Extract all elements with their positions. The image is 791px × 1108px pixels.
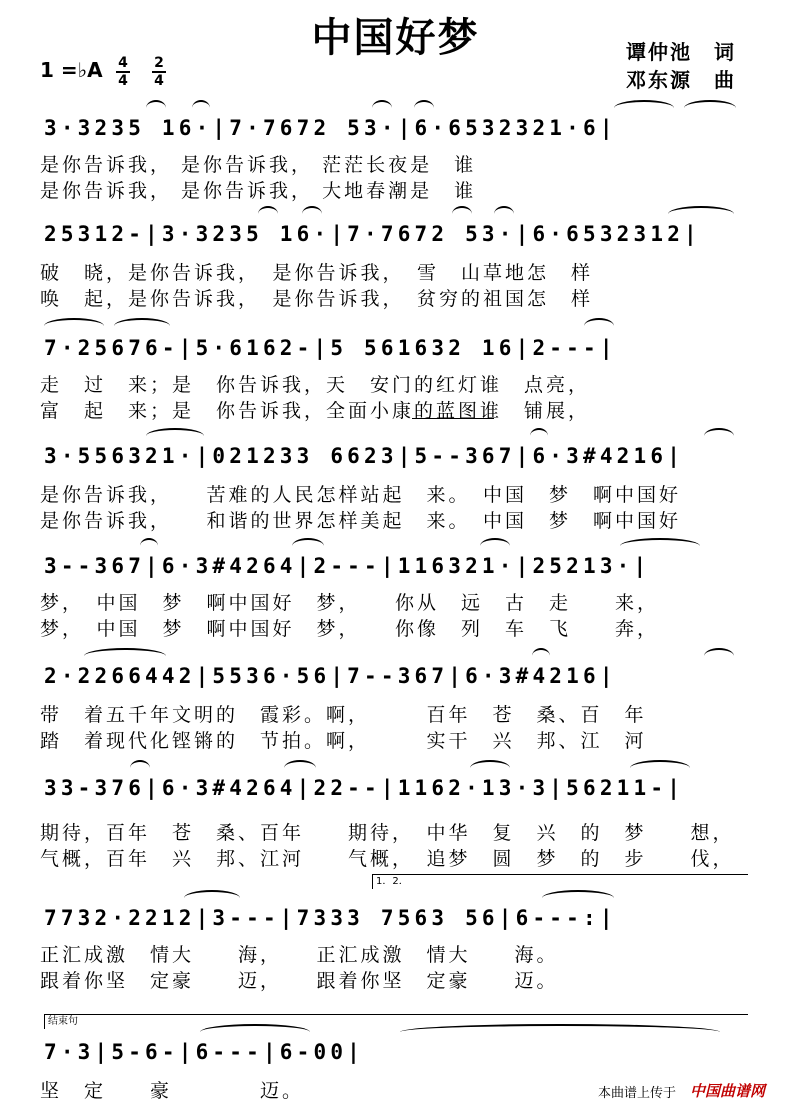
slur-mark — [614, 100, 674, 116]
slur-mark — [494, 206, 514, 222]
song-title: 中国好梦 — [311, 15, 480, 61]
volta-bracket — [372, 874, 748, 889]
slur-mark — [84, 648, 166, 664]
slur-mark — [146, 428, 204, 444]
volta-label: 1．2． — [376, 876, 409, 887]
lyric-row-8-verse-1: 正汇成激 情大 海， 正汇成激 情大 海。 — [40, 944, 559, 966]
lyric-row-3-verse-2: 富 起 来；是 你告诉我，全面小康的蓝图谁 铺展， — [40, 400, 591, 422]
lyric-row-4-verse-2: 是你告诉我， 和谐的世界怎样美起 来。 中国 梦 啊中国好 — [40, 510, 682, 532]
slur-mark — [200, 1024, 310, 1040]
lyric-row-1-verse-1: 是你告诉我， 是你告诉我， 茫茫长夜是 谁 — [40, 154, 477, 176]
key-signature: 1 =♭A — [40, 58, 103, 82]
time-denominator: 4 — [118, 73, 128, 89]
lyric-row-7-verse-1: 期待，百年 苍 桑、百年 期待， 中华 复 兴 的 梦 想， — [40, 822, 735, 844]
slur-mark — [480, 538, 510, 554]
slur-mark — [668, 206, 734, 222]
lyric-row-8-verse-2: 跟着你坚 定豪 迈， 跟着你坚 定豪 迈。 — [40, 970, 559, 992]
lyricist-credit: 谭仲池 词 — [626, 40, 736, 64]
notation-row-6: 2·2266442|5536·56|7--367|6·3#4216| — [44, 664, 617, 688]
slur-mark — [400, 1024, 720, 1040]
notation-row-9: 7·3|5-6-|6---|6-00| — [44, 1040, 365, 1064]
slur-mark — [302, 206, 322, 222]
lyric-row-6-verse-2: 踏 着现代化铿锵的 节拍。啊， 实干 兴 邦、江 河 — [40, 730, 647, 752]
slur-mark — [542, 890, 614, 906]
slur-mark — [146, 100, 166, 116]
slur-mark — [620, 538, 700, 554]
lyric-row-5-verse-1: 梦， 中国 梦 啊中国好 梦， 你从 远 古 走 来， — [40, 592, 660, 614]
time-numerator: 4 — [118, 55, 128, 71]
slur-mark — [630, 760, 690, 776]
slur-mark — [684, 100, 736, 116]
coda-label: 结束句 — [48, 1016, 78, 1027]
composer-credit: 邓东源 曲 — [626, 68, 736, 92]
slur-mark — [114, 318, 170, 334]
slur-mark — [704, 428, 734, 444]
time-signature-2 — [152, 56, 166, 88]
lyric-underline — [412, 418, 494, 419]
slur-mark — [130, 760, 150, 776]
slur-mark — [258, 206, 278, 222]
lyric-row-6-verse-1: 带 着五千年文明的 霞彩。啊， 百年 苍 桑、百 年 — [40, 704, 647, 726]
site-logo: 中国曲谱网 — [690, 1082, 766, 1100]
slur-mark — [530, 428, 548, 444]
slur-mark — [470, 760, 510, 776]
lyric-row-1-verse-2: 是你告诉我， 是你告诉我， 大地春潮是 谁 — [40, 180, 477, 202]
notation-row-4: 3·556321·|021233 6623|5--367|6·3#4216| — [44, 444, 685, 468]
slur-mark — [584, 318, 614, 334]
lyric-row-7-verse-2: 气概，百年 兴 邦、江河 气概， 追梦 圆 梦 的 步 伐， — [40, 848, 735, 870]
slur-mark — [140, 538, 158, 554]
slur-mark — [44, 318, 104, 334]
slur-mark — [292, 538, 324, 554]
notation-row-2: 25312-|3·3235 16·|7·7672 53·|6·6532312| — [44, 222, 701, 246]
lyric-row-3-verse-1: 走 过 来；是 你告诉我，天 安门的红灯谁 点亮， — [40, 374, 591, 396]
lyric-row-2-verse-1: 破 晓，是你告诉我， 是你告诉我， 雪 山草地怎 样 — [40, 262, 594, 284]
notation-row-1: 3·3235 16·|7·7672 53·|6·6532321·6| — [44, 116, 617, 140]
slur-mark — [414, 100, 434, 116]
lyric-row-9-verse-1: 坚 定 豪 迈。 — [40, 1080, 305, 1102]
slur-mark — [184, 890, 240, 906]
slur-mark — [192, 100, 210, 116]
notation-row-3: 7·25676-|5·6162-|5 561632 16|2---| — [44, 336, 617, 360]
slur-mark — [704, 648, 734, 664]
lyric-row-4-verse-1: 是你告诉我， 苦难的人民怎样站起 来。 中国 梦 啊中国好 — [40, 484, 682, 506]
slur-mark — [532, 648, 550, 664]
notation-row-8: 7732·2212|3---|7333 7563 56|6---:| — [44, 906, 617, 930]
lyric-row-2-verse-2: 唤 起，是你告诉我， 是你告诉我， 贫穷的祖国怎 样 — [40, 288, 594, 310]
slur-mark — [284, 760, 316, 776]
lyric-row-5-verse-2: 梦， 中国 梦 啊中国好 梦， 你像 列 车 飞 奔， — [40, 618, 660, 640]
notation-row-5: 3--367|6·3#4264|2---|116321·|25213·| — [44, 554, 651, 578]
time-signature-1 — [116, 56, 130, 88]
slur-mark — [452, 206, 472, 222]
notation-row-7: 33-376|6·3#4264|22--|1162·13·3|56211-| — [44, 776, 685, 800]
slur-mark — [372, 100, 392, 116]
time-numerator: 2 — [154, 55, 164, 71]
time-denominator: 4 — [154, 73, 164, 89]
footer-text: 本曲谱上传于 — [598, 1086, 677, 1101]
